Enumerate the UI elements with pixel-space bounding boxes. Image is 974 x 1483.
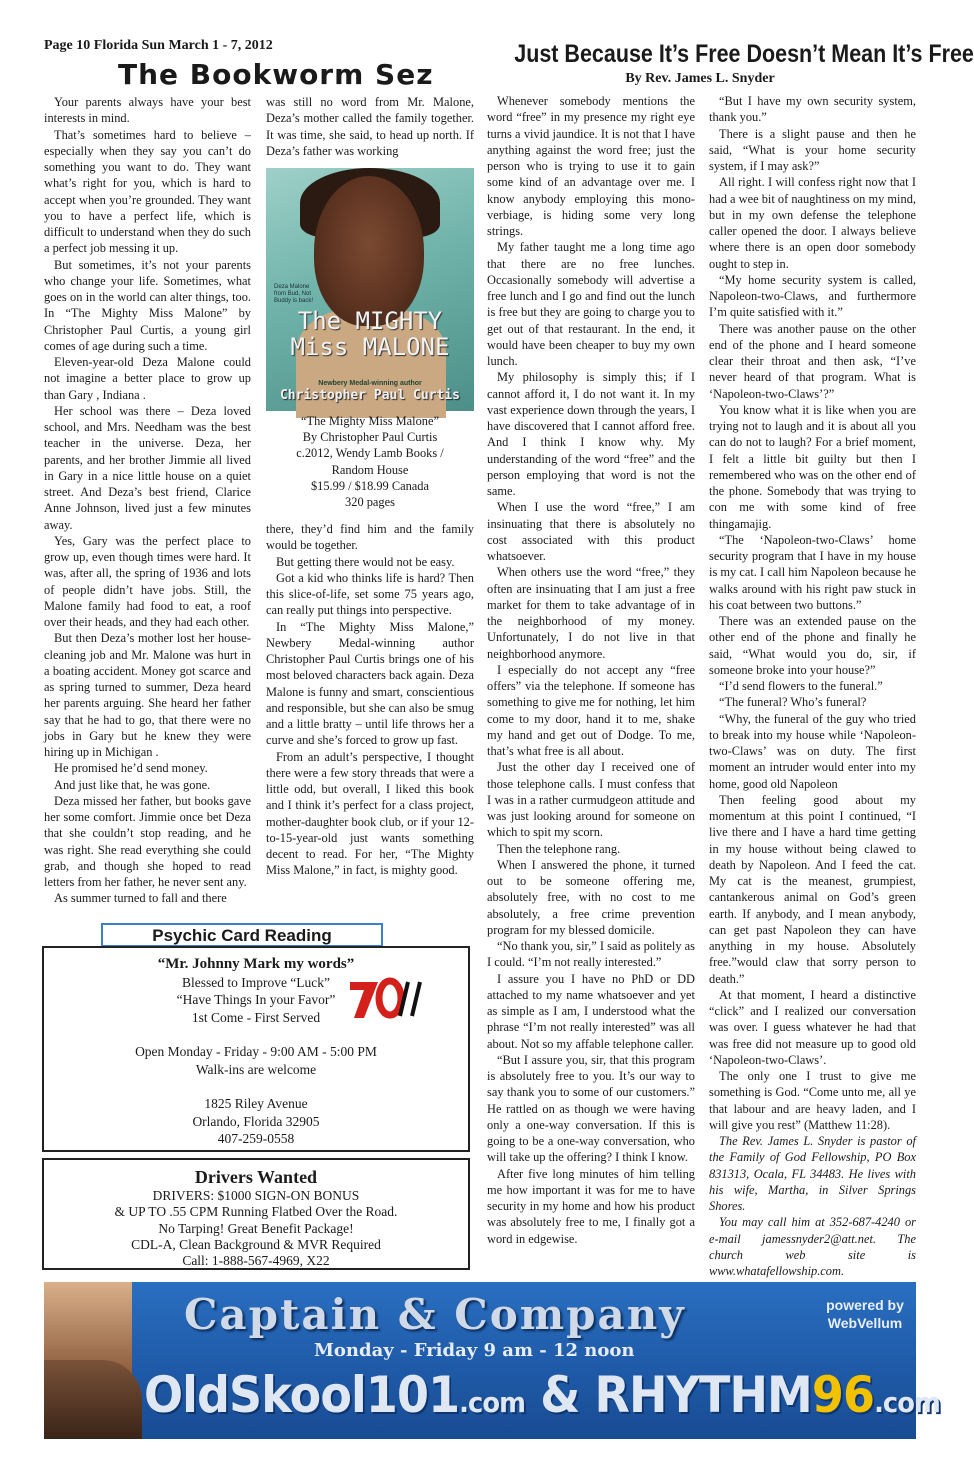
- station-2: RHYTHM: [594, 1366, 812, 1424]
- paragraph: In “The Mighty Miss Malone,” Newbery Medal-winning author Christopher Paul Curtis brings one of his most beloved characters back again. Deza Malone is funny and smart, conscientious and responsible, but she can also be smug and a little bratty – until life throws her a curve and she’s forced to grow up fast.: [266, 619, 474, 748]
- psychic-line: 1st Come - First Served: [191, 1009, 321, 1025]
- column-title: The Bookworm Sez: [118, 58, 434, 91]
- paragraph: But then Deza’s mother lost her house-cleaning job and Mr. Malone was hurt in a boating accident. Money got scarce and as spring turned to summer, Deza heard her parents arguing. She heard her father say that he had to go, that there were no jobs in Gary but he knew they were hiring up in Michigan .: [44, 631, 251, 759]
- psychic-name: “Mr. Johnny Mark my words”: [157, 956, 355, 972]
- book-caption: [266, 413, 474, 510]
- article-byline: By Rev. James L. Snyder: [625, 71, 775, 86]
- drivers-ad: [42, 1158, 470, 1270]
- psychic-address: 1825 Riley Avenue: [204, 1096, 308, 1111]
- banner-powered-by: [824, 1296, 906, 1332]
- paragraph: “The ‘Napoleon-two-Claws’ home security program that I have in my house is my cat. I call him Napoleon because he walks around with his right paw stuck in his coat between two buttons.”: [709, 532, 916, 612]
- paragraph: After five long minutes of him telling me how important it was for me to have security in my home and how his product was absolutely free to me, I finally got a word in edgewise.: [487, 1166, 695, 1246]
- drivers-line: CDL-A, Clean Background & MVR Required: [131, 1236, 381, 1252]
- banner-stations: [144, 1366, 940, 1424]
- paragraph: But sometimes, it’s not your parents who change your life. Sometimes, what goes on in the world can alter things, too. In “The Mighty Miss Malone” by Christopher Paul Curtis, a young girl comes of age during such a time.: [44, 257, 251, 353]
- paragraph: Then feeling good about my momentum at this point I continued, “I live there and I have a hard time getting in my house without being clawed to death by Napoleon. And I feed the cat. My cat is the meanest, grumpiest, cantankerous animal on God’s green earth. If anybody, and I mean anybody, can get past Napoleon they can have anything in my house. Absolutely free.”would claw that sorry person to death.”: [709, 792, 916, 986]
- paragraph: At that moment, I heard a distinctive “click” and I realized our conversation was over. I guess whatever he had that was free did not measure up to good old ‘Napoleon-two-Claws’.: [709, 987, 916, 1067]
- cover-author: Christopher Paul Curtis: [279, 388, 460, 403]
- paragraph: That’s sometimes hard to believe – especially when they say you can’t do something you want to do. They want what’s right for you, which is hard to accept when you’re grounded. They want you to have a perfect life, which is difficult to understand when they do such a perfect job messing it up.: [44, 127, 251, 256]
- paragraph: was still no word from Mr. Malone, Deza’s mother called the family together. It was time, she said, to head up north. If Deza’s father was working: [266, 95, 474, 158]
- banner-show-title: Captain & Company: [184, 1290, 686, 1339]
- paragraph: Then the telephone rang.: [497, 841, 621, 856]
- bookworm-column-2-bottom: [266, 521, 474, 919]
- station-1-suffix: .com: [459, 1386, 526, 1419]
- article-headline: Just Because It’s Free Doesn’t Mean It’s Free: [514, 40, 974, 68]
- psychic-line: “Have Things In your Favor”: [176, 992, 336, 1007]
- paragraph: My father taught me a long time ago that there are no free lunches. Occasionally somebody will advertise a free lunch and I go and find out the lunch is free but they are going to charge you to get out of that restaurant. In the end, it would have been cheaper to buy my own lunch.: [487, 240, 695, 368]
- paragraph: “My home security system is called, Napoleon-two-Claws, and furthermore I’m quite satisfied with it.”: [709, 272, 916, 320]
- paragraph: But getting there would not be easy.: [276, 554, 455, 569]
- caption-line: By Christopher Paul Curtis: [302, 430, 438, 445]
- drivers-line: No Tarping! Great Benefit Package!: [158, 1220, 354, 1236]
- paragraph: “Why, the funeral of the guy who tried to break into my house while ‘Napoleon-two-Claws’ was on duty. The first moment an intruder would enter into my home, good old Napoleon: [709, 711, 916, 791]
- paragraph: “The funeral? Who’s funeral?: [719, 695, 867, 710]
- paragraph: And just like that, he was gone.: [54, 777, 211, 792]
- caption-line: Random House: [331, 462, 409, 477]
- cover-title: The MIGHTY Miss MALONE: [290, 307, 450, 361]
- paragraph: There was an extended pause on the other end of the phone and finally he said, “What would you do, sir, if someone broke into your house?”: [709, 614, 916, 677]
- bookworm-column-1: [44, 94, 251, 916]
- paragraph: Just the other day I received one of those telephone calls. I must confess that I was in a rather curmudgeon attitude and was just looking around for someone on which to spit my scorn.: [487, 760, 695, 840]
- paragraph: Yes, Gary was the perfect place to grow up, even though times were hard. It was, after all, the spring of 1936 and lots of people didn’t have jobs. Still, the Malone family had food to eat, a roof over their heads, and they had each other.: [44, 533, 251, 629]
- paragraph: There is a slight pause and then he said, “What is your home security system, if I may ask?”: [709, 126, 916, 173]
- powered-by-label: powered by: [826, 1297, 904, 1313]
- station-1: OldSkool101: [144, 1366, 460, 1424]
- article-column-4: [709, 93, 916, 1277]
- paragraph: “But I have my own security system, thank you.”: [709, 94, 916, 125]
- seven-eleven-logo-icon: [348, 976, 432, 1020]
- bookworm-column-2-top: [266, 94, 474, 162]
- paragraph: there, they’d find him and the family would be together.: [266, 522, 474, 553]
- paragraph: When others use the word “free,” they often are insinuating that I am just a free market for them to take advantage of in the neighborhood of my money. Unfortunately, I do not live in that neighborhood anymore.: [487, 565, 695, 661]
- paragraph: Eleven-year-old Deza Malone could not imagine a better place to grow up than Gary , Indiana .: [44, 355, 251, 402]
- paragraph: I assure you I have no PhD or DD attached to my name whatsoever and yet as simple as I am, I understood what the phrase “I’m not really interested” was all about. Not so my affable telephone caller.: [487, 971, 695, 1051]
- paragraph: Deza missed her father, but books gave her some comfort. Jimmie once bet Deza that she couldn’t stop reading, and he was right. She read everything she could grab, and though she hoped to read letters from her father, he never sent any.: [44, 793, 251, 889]
- drivers-line: Call: 1-888-567-4969, X22: [182, 1253, 330, 1269]
- paragraph: As summer turned to fall and there: [54, 891, 227, 906]
- paragraph: I especially do not accept any “free offers” via the telephone. If someone has something to give me for nothing, let him come to my door, hand it to me, shake my hand and get out of Dodge. To me, that’s what free is all about.: [487, 662, 695, 758]
- paragraph: Whenever somebody mentions the word “free” in my presence my right eye turns a vivid jaundice. It is not that I have anything against the word free; just the person who is trying to use it to gain some kind of an advantage over me. I know anybody employing this mono-verbiage, is hiding some very long strings.: [487, 94, 695, 238]
- paragraph: There was another pause on the other end of the phone and I heard someone clear their throat and then ask, “I’ve never heard of that program. What is ‘Napoleon-two-Claws’?”: [709, 321, 916, 401]
- author-contact: You may call him at 352-687-4240 or e-mail jamessnyder2@att.net. The church web site is www.whatafellowship.com.: [709, 1215, 916, 1278]
- psychic-phone: 407-259-0558: [217, 1131, 295, 1146]
- paragraph: “No thank you, sir,” I said as politely as I could. “I’m not really interested.”: [487, 939, 695, 970]
- book-cover-image: [266, 168, 474, 411]
- cover-award: Newbery Medal-winning author: [318, 380, 422, 387]
- host-photo-2: [44, 1360, 142, 1439]
- psychic-ad: [42, 946, 470, 1152]
- paragraph: When I answered the phone, it turned out to be someone offering me, absolutely free, with no cost to me absolutely, a free crime prevention program for my blessed domicile.: [487, 857, 695, 937]
- paragraph: All right. I will confess right now that I had a wee bit of naughtiness on my mind, but in my own defense the telephone caller opened the door. I always believe where there is an open door somebody ought to step in.: [709, 175, 916, 271]
- psychic-ad-header: Psychic Card Reading: [101, 923, 383, 947]
- caption-line: $15.99 / $18.99 Canada: [310, 478, 430, 493]
- paragraph: “But I assure you, sir, that this program is absolutely free to you. It’s our way to say thank you to some of our customers.” He rattled on as though we were having only a one-way conversation. If this is going to be a one-way conversation, who will take up the offering? I think I know.: [487, 1052, 695, 1165]
- radio-banner-ad[interactable]: [44, 1282, 940, 1439]
- cover-face: [314, 176, 424, 326]
- caption-line: 320 pages: [345, 495, 395, 510]
- drivers-line: DRIVERS: $1000 SIGN-ON BONUS: [152, 1188, 360, 1203]
- paragraph: The only one I trust to give me something is God. “Come unto me, all ye that labour and are heavy laden, and I will give you rest” (Matthew 11:28).: [709, 1069, 916, 1132]
- psychic-walkins: Walk-ins are welcome: [195, 1061, 317, 1077]
- psychic-line: Blessed to Improve “Luck”: [181, 974, 331, 990]
- station-2-suffix: .com: [874, 1386, 940, 1419]
- paragraph: Her school was there – Deza loved school, and Mrs. Needham was the best teacher in the universe. Deza, her parents, and her brother Jimmie all lived in Gary in a nice little house on a quiet street. And Deza’s best friend, Clarice Anne Johnson, lived just a few minutes away.: [44, 403, 251, 532]
- cover-tagline: Deza Malone from Bud, Not Buddy is back!: [274, 284, 314, 304]
- caption-line: c.2012, Wendy Lamb Books /: [296, 446, 444, 461]
- paragraph: Your parents always have your best interests in mind.: [44, 95, 251, 126]
- psychic-hours: Open Monday - Friday - 9:00 AM - 5:00 PM: [135, 1044, 377, 1059]
- paragraph: My philosophy is simply this; if I cannot afford it, I do not want it. In my vast experience down through the years, I have discovered that I cannot afford free. And I think I know why. My understanding of the word “free” and the person employing that word is not the same.: [487, 370, 695, 498]
- banner-show-hours: Monday - Friday 9 am - 12 noon: [314, 1340, 635, 1361]
- paragraph: Got a kid who thinks life is hard? Then this slice-of-life, set some 75 years ago, can really put things into perspective.: [266, 570, 474, 618]
- caption-line: “The Mighty Miss Malone”: [301, 414, 439, 428]
- psychic-city: Orlando, Florida 32905: [192, 1113, 320, 1129]
- paragraph: “I’d send flowers to the funeral.”: [719, 679, 883, 693]
- ampersand: &: [540, 1366, 580, 1424]
- page-header: Page 10 Florida Sun March 1 - 7, 2012: [44, 38, 273, 53]
- author-bio: The Rev. James L. Snyder is pastor of the Family of God Fellowship, PO Box 831313, Ocala, FL 34483. He lives with his wife, Martha, in Silver Springs Shores.: [709, 1134, 916, 1213]
- paragraph: From an adult’s perspective, I thought there were a few story threads that were a little odd, but overall, I liked this book and I think it’s perfect for a class project, mother-daughter book club, or if your 12-to-15-year-old just wants something decent to read. For her, “The Mighty Miss Malone,” in fact, is mighty good.: [266, 749, 474, 878]
- station-2-number: 96: [811, 1366, 875, 1424]
- powered-by-name: WebVellum: [827, 1315, 903, 1331]
- paragraph: He promised he’d send money.: [54, 761, 208, 776]
- drivers-title: Drivers Wanted: [194, 1167, 318, 1187]
- article-column-3: [487, 93, 695, 1277]
- paragraph: When I use the word “free,” I am insinuating that there is absolutely no cost associated with this product whatsoever.: [487, 500, 695, 563]
- drivers-line: & UP TO .55 CPM Running Flatbed Over the Road.: [114, 1204, 398, 1220]
- paragraph: You know what it is like when you are trying not to laugh and it is about all you can do not to laugh? For a brief moment, I felt a little bit guilty but then I remembered who was on the other end of the phone. Somebody that was trying to con me with some kind of free thingamajig.: [709, 402, 916, 531]
